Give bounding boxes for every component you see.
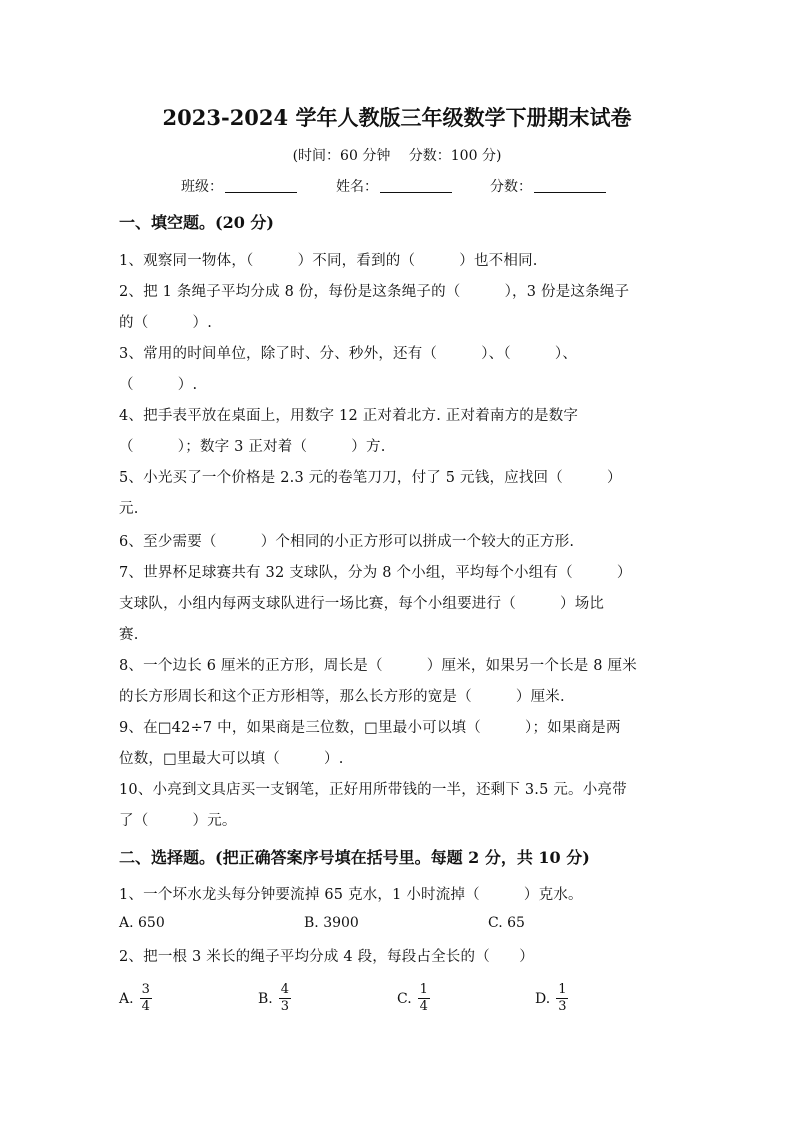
question-line: 了（ ）元。 bbox=[119, 813, 237, 829]
question-line: 7、世界杯足球赛共有 32 支球队，分为 8 个小组，平均每个小组有（ ） bbox=[119, 565, 632, 581]
question-line: （ ）；数字 3 正对着（ ）方. bbox=[119, 439, 386, 455]
name-label: 姓名： bbox=[336, 179, 378, 195]
question-line: 的（ ）. bbox=[119, 315, 213, 331]
section-heading-fill-in: 一、填空题。(20 分) bbox=[119, 213, 274, 232]
denominator: 4 bbox=[419, 999, 428, 1014]
class-label: 班级： bbox=[181, 179, 223, 195]
numerator: 3 bbox=[141, 982, 150, 997]
question-line: 9、在□42÷7 中，如果商是三位数，□里最小可以填（ ）；如果商是两 bbox=[119, 720, 621, 736]
choice-option-d[interactable] bbox=[535, 982, 568, 1015]
question-line: 5、小光买了一个价格是 2.3 元的卷笔刀刀，付了 5 元钱，应找回（ ） bbox=[119, 470, 622, 486]
denominator: 3 bbox=[280, 999, 290, 1014]
fraction bbox=[556, 982, 568, 1015]
option-letter: C. bbox=[397, 990, 412, 1007]
denominator: 4 bbox=[141, 999, 150, 1014]
option-letter: B. bbox=[258, 990, 273, 1007]
numerator: 4 bbox=[280, 982, 290, 997]
score-label: 分数： bbox=[490, 179, 532, 195]
choice-option-a[interactable] bbox=[119, 982, 152, 1015]
name-field bbox=[336, 176, 452, 196]
choice-option-c[interactable]: C. 65 bbox=[488, 915, 525, 931]
denominator: 3 bbox=[558, 999, 567, 1014]
question-line: 6、至少需要（ ）个相同的小正方形可以拼成一个较大的正方形. bbox=[119, 534, 575, 550]
question-line: 10、小亮到文具店买一支钢笔，正好用所带钱的一半，还剩下 3.5 元。小亮带 bbox=[119, 782, 627, 798]
exam-subtitle: (时间：60 分钟 分数：100 分) bbox=[292, 148, 502, 164]
question-line: 元. bbox=[119, 501, 139, 517]
option-letter: D. bbox=[535, 990, 551, 1007]
fraction bbox=[140, 982, 152, 1015]
choice-option-c[interactable] bbox=[397, 982, 430, 1015]
class-field bbox=[181, 176, 297, 196]
score-blank[interactable] bbox=[534, 178, 606, 193]
fraction bbox=[418, 982, 430, 1015]
choice-option-a[interactable]: A. 650 bbox=[119, 915, 165, 931]
numerator: 1 bbox=[419, 982, 428, 997]
question-line: 8、一个边长 6 厘米的正方形，周长是（ ）厘米，如果另一个长是 8 厘米 bbox=[119, 658, 637, 674]
choice-question-1: 1、一个坏水龙头每分钟要流掉 65 克水，1 小时流掉（ ）克水。 bbox=[119, 887, 583, 903]
question-line: 1、观察同一物体，（ ）不同，看到的（ ）也不相同. bbox=[119, 253, 538, 269]
question-line: 4、把手表平放在桌面上，用数字 12 正对着北方. 正对着南方的是数字 bbox=[119, 408, 579, 424]
option-letter: A. bbox=[119, 990, 134, 1007]
class-blank[interactable] bbox=[225, 178, 297, 193]
choice-question-2: 2、把一根 3 米长的绳子平均分成 4 段，每段占全长的（ ） bbox=[119, 949, 535, 965]
question-line: 3、常用的时间单位，除了时、分、秒外，还有（ ）、（ ）、 bbox=[119, 346, 578, 362]
name-blank[interactable] bbox=[380, 178, 452, 193]
question-line: 赛. bbox=[119, 627, 139, 643]
score-field bbox=[490, 176, 606, 196]
page-title: 2023-2024 学年人教版三年级数学下册期末试卷 bbox=[162, 105, 632, 130]
question-line: 2、把 1 条绳子平均分成 8 份，每份是这条绳子的（ ），3 份是这条绳子 bbox=[119, 284, 630, 300]
question-line: 的长方形周长和这个正方形相等，那么长方形的宽是（ ）厘米. bbox=[119, 689, 565, 705]
section-heading-choice: 二、选择题。(把正确答案序号填在括号里。每题 2 分，共 10 分) bbox=[119, 848, 590, 867]
question-line: 支球队，小组内每两支球队进行一场比赛，每个小组要进行（ ）场比 bbox=[119, 596, 605, 612]
fraction bbox=[279, 982, 291, 1015]
question-line: 位数，□里最大可以填（ ）. bbox=[119, 751, 344, 767]
numerator: 1 bbox=[558, 982, 567, 997]
choice-option-b[interactable] bbox=[258, 982, 291, 1015]
question-line: （ ）. bbox=[119, 377, 198, 393]
choice-option-b[interactable]: B. 3900 bbox=[304, 915, 359, 931]
